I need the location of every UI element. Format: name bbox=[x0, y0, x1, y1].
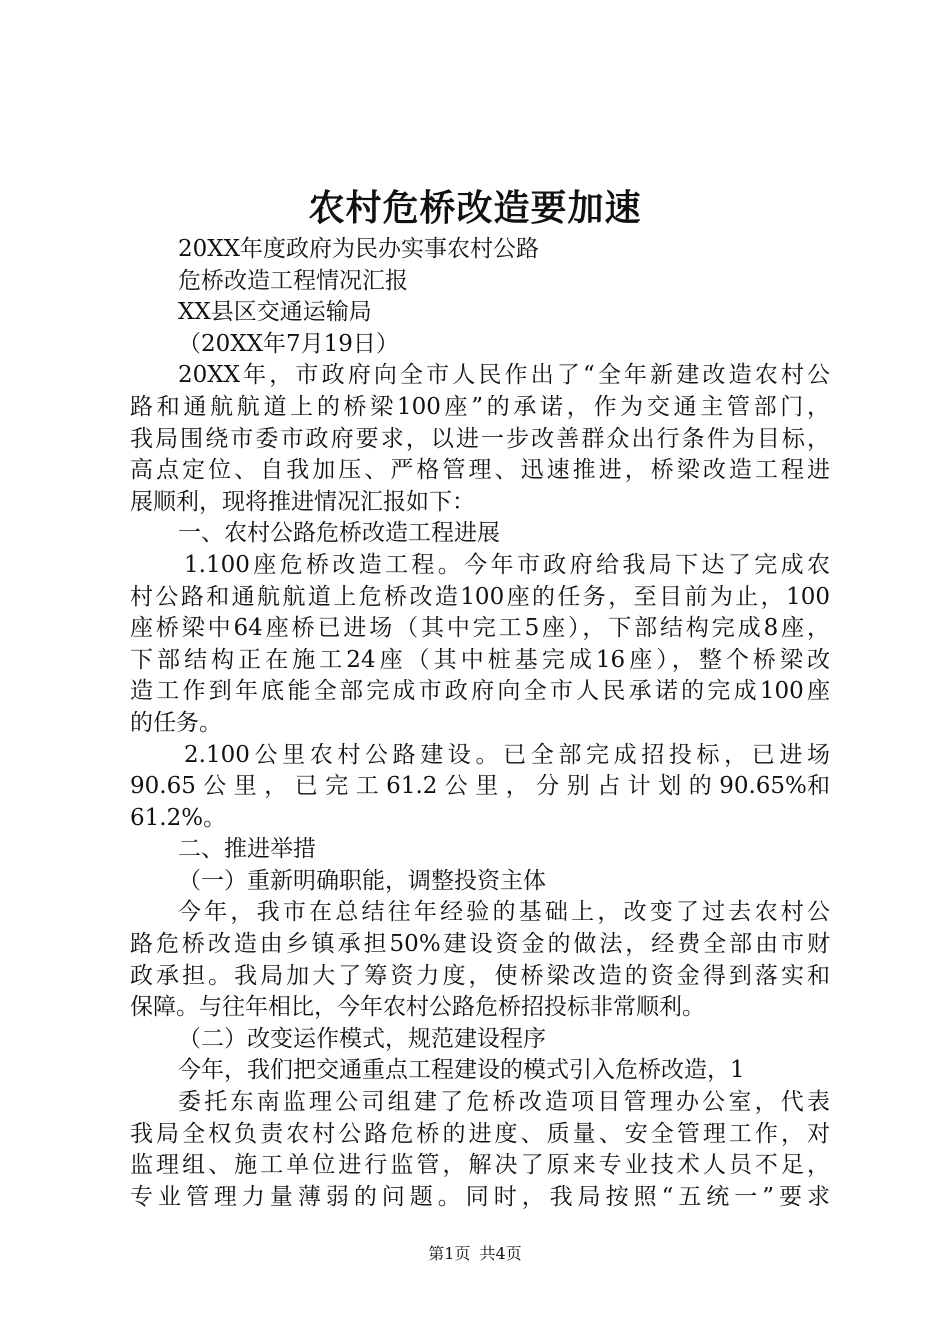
body-line: 造工作到年底能全部完成市政府向全市人民承诺的完成100座 bbox=[130, 678, 830, 705]
body-line: 的任务。 bbox=[130, 709, 222, 736]
body-line: 路和通航航道上的桥梁100座”的承诺，作为交通主管部门， bbox=[130, 393, 830, 420]
body-line: 1.100座危桥改造工程。今年市政府给我局下达了完成农 bbox=[184, 551, 830, 578]
body-line: 委托东南监理公司组建了危桥改造项目管理办公室，代表 bbox=[178, 1089, 830, 1116]
subtitle-line-2: 危桥改造工程情况汇报 bbox=[178, 267, 408, 294]
date-line: （20XX年7月19日） bbox=[178, 330, 399, 357]
section-heading: 二、推进举措 bbox=[178, 836, 316, 863]
body-line: 2.100公里农村公路建设。已全部完成招投标，已进场 bbox=[184, 741, 830, 768]
document-title: 农村危桥改造要加速 bbox=[308, 187, 642, 229]
page-number: 第1页 bbox=[428, 1244, 471, 1263]
body-line: 座桥梁中64座桥已进场（其中完工5座），下部结构完成8座， bbox=[130, 615, 830, 642]
section-heading: 一、农村公路危桥改造工程进展 bbox=[178, 520, 500, 547]
subsection-heading: （二）改变运作模式，规范建设程序 bbox=[178, 1025, 546, 1052]
body-line: 今年，我市在总结往年经验的基础上，改变了过去农村公 bbox=[178, 899, 830, 926]
body-line: 保障。与往年相比，今年农村公路危桥招投标非常顺利。 bbox=[130, 994, 705, 1021]
body-line: 监理组、施工单位进行监管，解决了原来专业技术人员不足， bbox=[130, 1152, 830, 1179]
document-body bbox=[130, 234, 830, 1213]
body-line: 我局全权负责农村公路危桥的进度、质量、安全管理工作，对 bbox=[130, 1120, 830, 1147]
body-line: 90.65 公 里 ， 已 完 工 61.2 公 里 ， 分 别 占 计 划 的 90.65%和 bbox=[130, 773, 830, 800]
body-line: 高点定位、自我加压、严格管理、迅速推进，桥梁改造工程进 bbox=[130, 457, 830, 484]
subsection-heading: （一）重新明确职能，调整投资主体 bbox=[178, 867, 546, 894]
body-line: 村公路和通航航道上危桥改造100座的任务，至目前为止，100 bbox=[130, 583, 830, 610]
body-line: 专业管理力量薄弱的问题。同时，我局按照“五统一”要求 bbox=[130, 1183, 830, 1210]
body-line: 下部结构正在施工24座（其中桩基完成16座），整个桥梁改 bbox=[130, 646, 830, 673]
body-line: 路危桥改造由乡镇承担50%建设资金的做法，经费全部由市财 bbox=[130, 931, 830, 958]
body-line: 政承担。我局加大了筹资力度，使桥梁改造的资金得到落实和 bbox=[130, 962, 830, 989]
subtitle-line-1: 20XX年度政府为民办实事农村公路 bbox=[178, 236, 540, 262]
body-line: 20XX年，市政府向全市人民作出了“全年新建改造农村公 bbox=[178, 362, 830, 389]
body-line: 今年，我们把交通重点工程建设的模式引入危桥改造，1 bbox=[178, 1057, 745, 1084]
body-line: 展顺利，现将推进情况汇报如下： bbox=[130, 488, 475, 515]
author-line: XX县区交通运输局 bbox=[178, 299, 372, 326]
page-footer bbox=[0, 1243, 950, 1265]
body-line: 61.2%。 bbox=[130, 804, 227, 831]
page-total: 共4页 bbox=[479, 1244, 522, 1263]
body-line: 我局围绕市委市政府要求，以进一步改善群众出行条件为目标， bbox=[130, 425, 830, 452]
